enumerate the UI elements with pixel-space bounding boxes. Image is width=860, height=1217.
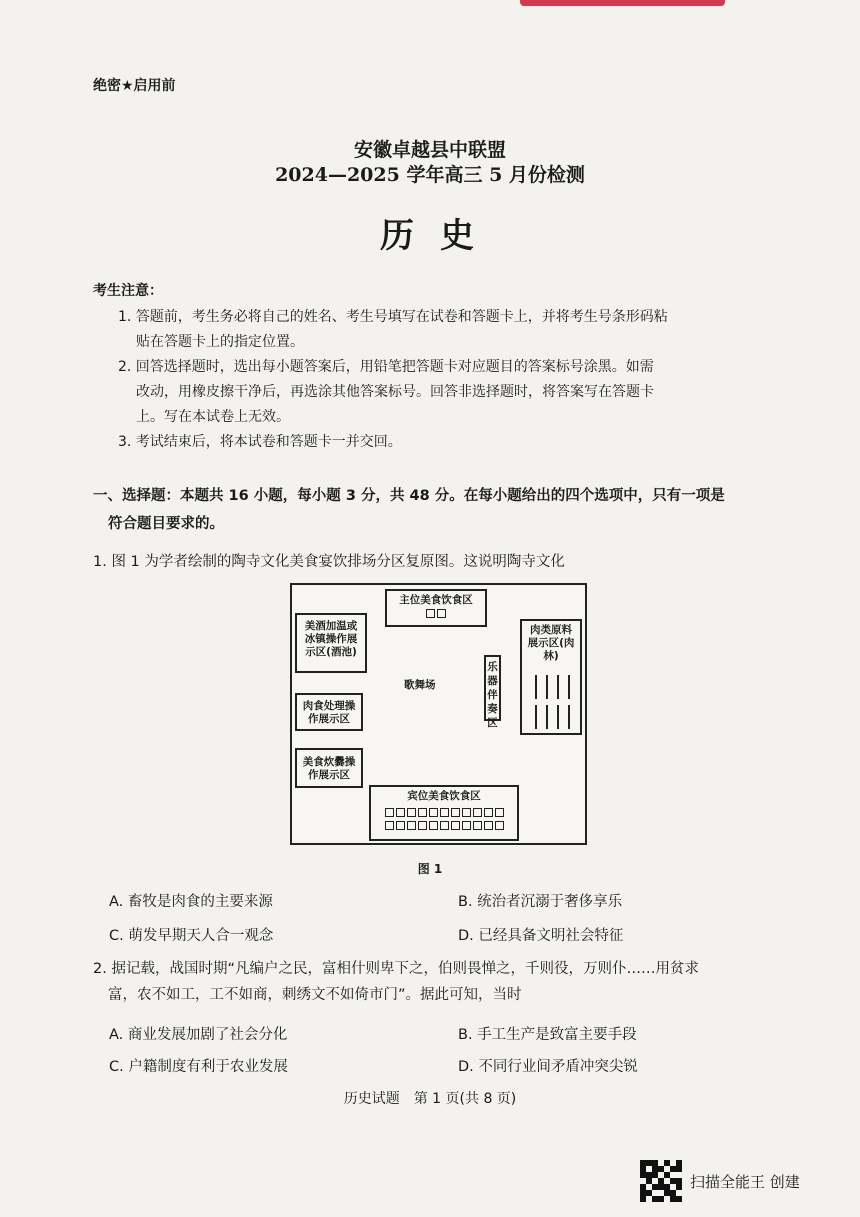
notice-item-3-line-1: 3. 考试结束后，将本试卷和答题卡一并交回。	[118, 434, 402, 450]
meat-rack-bar	[568, 705, 570, 729]
q2-option-c[interactable]: C. 户籍制度有利于农业发展	[109, 1059, 288, 1075]
q2-option-b[interactable]: B. 手工生产是致富主要手段	[458, 1027, 637, 1043]
scanner-watermark-text: 扫描全能王 创建	[690, 1172, 800, 1191]
exam-title: 2024—2025 学年高三 5 月份检测	[275, 164, 585, 186]
zone-meat-processing	[295, 693, 363, 731]
meat-rack-bar	[557, 705, 559, 729]
q1-option-a[interactable]: A. 畜牧是肉食的主要来源	[109, 894, 273, 910]
scanner-watermark	[640, 1160, 800, 1202]
meat-rack-bar	[557, 675, 559, 699]
meat-rack-bar	[568, 675, 570, 699]
notice-item-2-line-2: 改动，用橡皮擦干净后，再选涂其他答案标号。回答非选择题时，将答案写在答题卡	[136, 384, 654, 400]
org-title: 安徽卓越县中联盟	[353, 139, 506, 161]
zone-music-label: 乐器伴奏区	[487, 661, 498, 729]
question-2-line-1: 2. 据记载，战国时期“凡编户之民，富相什则卑下之，伯则畏惮之，千则役，万则仆……用贫求	[93, 961, 699, 977]
question-1-stem: 1. 图 1 为学者绘制的陶寺文化美食宴饮排场分区复原图。这说明陶寺文化	[93, 554, 565, 570]
notice-item-1-line-2: 贴在答题卡上的指定位置。	[136, 334, 304, 350]
q2-option-a[interactable]: A. 商业发展加剧了社会分化	[109, 1027, 288, 1043]
top-ink-stain	[520, 0, 725, 6]
meat-rack-bar	[535, 705, 537, 729]
zone-dance-floor: 歌舞场	[404, 679, 436, 691]
notice-item-1-line-1: 1. 答题前，考生务必将自己的姓名、考生号填写在试卷和答题卡上，并将考生号条形码粘	[118, 309, 668, 325]
guest-seat-row-2	[371, 819, 517, 832]
q1-option-b[interactable]: B. 统治者沉溺于奢侈享乐	[458, 894, 623, 910]
zone-cooking	[295, 748, 363, 788]
zone-guest-dining	[369, 785, 519, 841]
notice-heading: 考生注意：	[93, 283, 163, 299]
banquet-layout-diagram	[290, 583, 587, 845]
section-heading-line-2: 符合题目要求的。	[108, 516, 224, 532]
meat-rack-bar	[546, 675, 548, 699]
zone-host-label: 主位美食饮食区	[399, 594, 473, 606]
zone-meat-display-label: 肉类原料展示区(肉林)	[527, 624, 575, 662]
subject-title: 历史	[380, 216, 500, 256]
notice-item-1	[118, 305, 778, 355]
q2-option-d[interactable]: D. 不同行业间矛盾冲突尖锐	[458, 1059, 638, 1075]
notice-item-2-line-3: 上。写在本试卷上无效。	[136, 409, 290, 425]
zone-wine-label: 美酒加温或冰镇操作展示区(酒池)	[304, 620, 358, 658]
zone-host-dining	[385, 589, 487, 627]
q1-option-d[interactable]: D. 已经具备文明社会特征	[458, 928, 624, 944]
zone-cooking-label: 美食炊爨操作展示区	[302, 756, 356, 781]
notice-item-3	[118, 430, 778, 455]
secret-label: 绝密★启用前	[93, 78, 176, 94]
host-seat-squares	[387, 607, 485, 620]
figure-1-caption: 图 1	[417, 862, 443, 876]
q1-option-c[interactable]: C. 萌发早期天人合一观念	[109, 928, 274, 944]
zone-meat-display	[520, 619, 582, 735]
section-heading	[93, 482, 773, 538]
zone-wine	[295, 613, 367, 673]
zone-music	[484, 655, 501, 729]
zone-guest-label: 宾位美食饮食区	[407, 790, 481, 802]
meat-rack-bar	[546, 705, 548, 729]
notice-item-2	[118, 355, 778, 430]
page-footer: 历史试题 第 1 页(共 8 页)	[343, 1091, 517, 1107]
zone-meat-processing-label: 肉食处理操作展示区	[302, 700, 356, 725]
section-heading-line-1: 一、选择题：本题共 16 小题，每小题 3 分，共 48 分。在每小题给出的四个选项中，只有一项是	[93, 488, 725, 504]
qr-code-icon	[640, 1160, 682, 1202]
question-2-stem	[93, 956, 783, 1008]
question-2-line-2: 富，农不如工，工不如商，刺绣文不如倚市门”。据此可知，当时	[108, 987, 522, 1003]
guest-seat-row-1	[371, 806, 517, 819]
notice-item-2-line-1: 2. 回答选择题时，选出每小题答案后，用铅笔把答题卡对应题目的答案标号涂黑。如需	[118, 359, 654, 375]
meat-rack-bar	[535, 675, 537, 699]
